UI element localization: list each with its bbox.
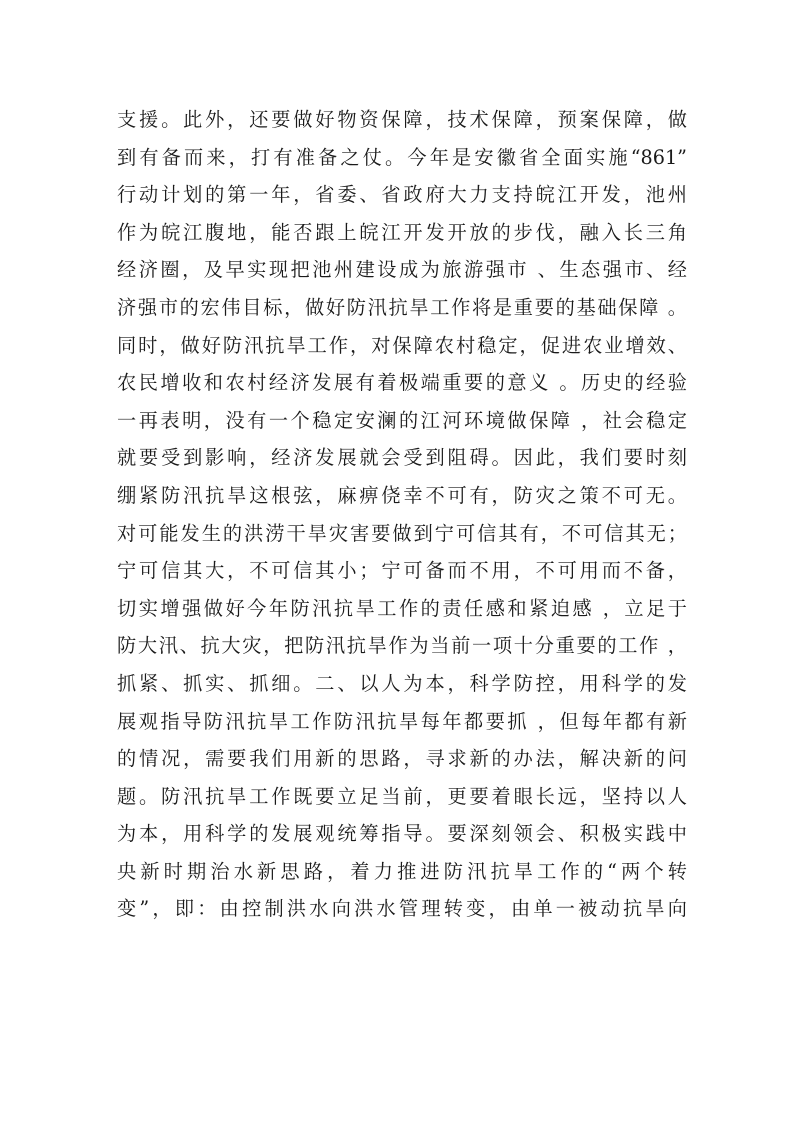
text-line: 支援。此外，还要做好物资保障，技术保障，预案保障，做 [117,108,687,131]
text-line: 作为皖江腹地，能否跟上皖江开发开放的步伐，融入长三角 [117,220,687,244]
text-line: 展观指导防汛抗旱工作防汛抗旱每年都要抓 ，但每年都有新 [117,709,687,733]
text-line: 抓紧、抓实、抓细。二、以人为本，科学防控，用科学的发 [117,671,687,695]
text-line: 题。防汛抗旱工作既要立足当前，更要着眼长远，坚持以人 [117,784,687,808]
text-line: 切实增强做好今年防汛抗旱工作的责任感和紧迫感 ，立足于 [117,596,687,620]
text-line: 对可能发生的洪涝干旱灾害要做到宁可信其有，不可信其无； [117,521,687,545]
body-text [117,101,687,928]
text-line: 宁可信其大，不可信其小；宁可备而不用，不可用而不备， [117,559,687,583]
text-line: 央新时期治水新思路，着力推进防汛抗旱工作的“两个转 [117,859,687,883]
text-line: 变”，即：由控制洪水向洪水管理转变，由单一被动抗旱向 [117,897,687,921]
text-line: 济强市的宏伟目标，做好防汛抗旱工作将是重要的基础保障 。 [117,295,687,319]
text-line: 防大汛、抗大灾，把防汛抗旱作为当前一项十分重要的工作 ， [117,634,687,658]
text-line: 行动计划的第一年，省委、省政府大力支持皖江开发，池州 [117,183,687,207]
text-line: 的情况，需要我们用新的思路，寻求新的办法，解决新的问 [117,747,687,771]
text-line: 到有备而来，打有准备之仗。今年是安徽省全面实施“861” [117,145,687,169]
text-line: 经济圈，及早实现把池州建设成为旅游强市 、生态强市、经 [117,258,687,282]
text-line: 就要受到影响，经济发展就会受到阻碍。因此，我们要时刻 [117,446,687,470]
text-line: 绷紧防汛抗旱这根弦，麻痹侥幸不可有，防灾之策不可无。 [117,483,687,507]
text-line: 一再表明，没有一个稳定安澜的江河环境做保障 ，社会稳定 [117,408,687,432]
text-line: 农民增收和农村经济发展有着极端重要的意义 。历史的经验 [117,371,687,395]
text-line: 为本，用科学的发展观统筹指导。要深刻领会、积极实践中 [117,822,687,846]
text-line: 同时，做好防汛抗旱工作，对保障农村稳定，促进农业增效、 [117,333,687,357]
